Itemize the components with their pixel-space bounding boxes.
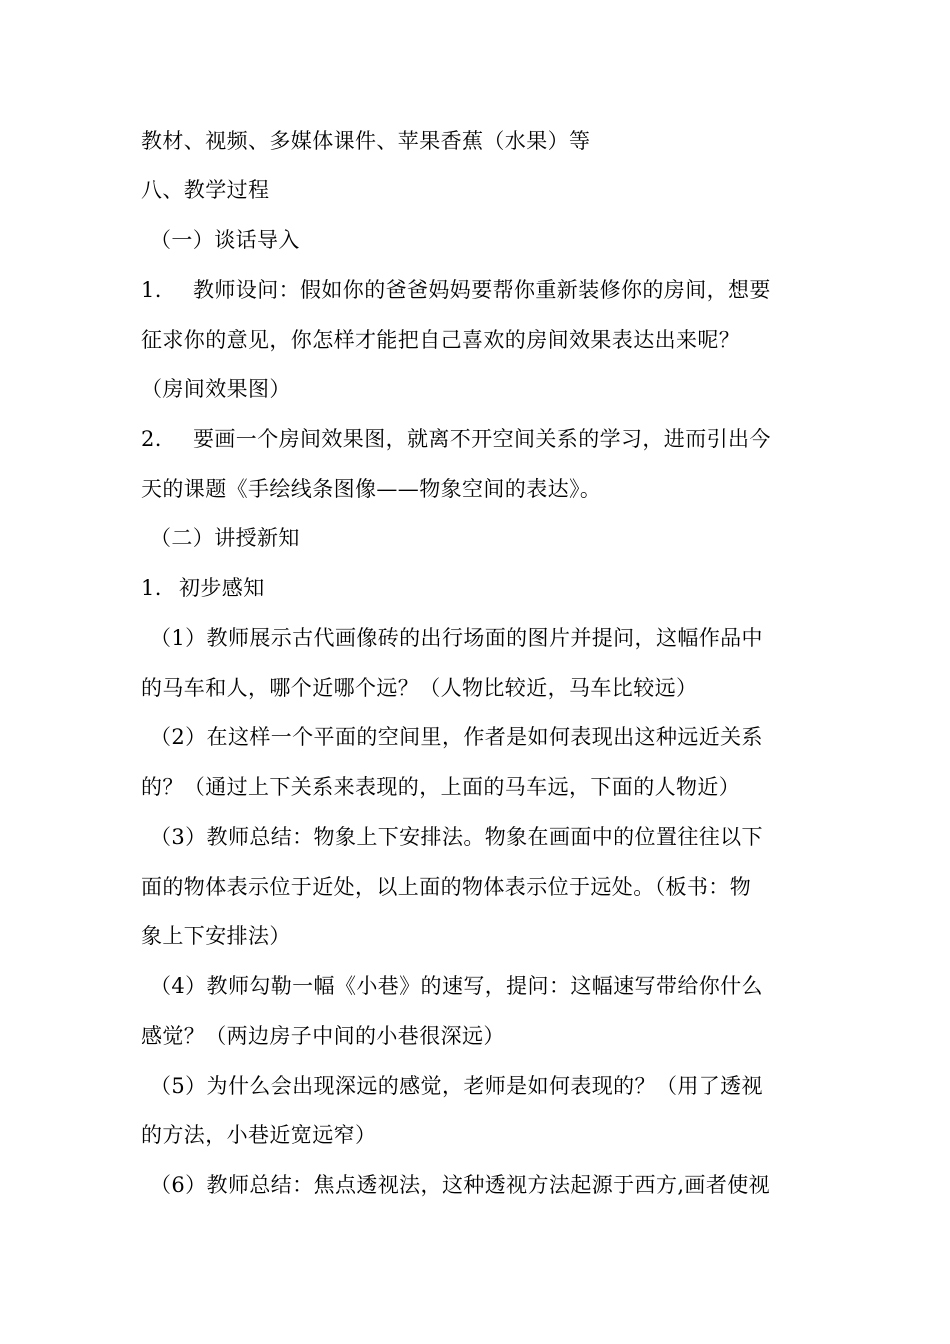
point-2-line-1: （2）在这样一个平面的空间里，作者是如何表现出这种远近关系: [150, 725, 763, 749]
section-heading-teaching-process: 八、教学过程: [141, 178, 270, 202]
item-text: 初步感知: [179, 576, 265, 600]
subsection-heading-new-knowledge: （二）讲授新知: [150, 526, 300, 550]
point-3-line-1: （3）教师总结：物象上下安排法。物象在画面中的位置往往以下: [150, 825, 763, 849]
point-5-line-2: 的方法，小巷近宽远窄）: [141, 1123, 377, 1147]
item-1-line-1: [141, 276, 771, 304]
item-1-line-2: 征求你的意见，你怎样才能把自己喜欢的房间效果表达出来呢？: [141, 328, 741, 352]
item-number: 1.: [141, 576, 162, 600]
point-3-line-2: 面的物体表示位于近处，以上面的物体表示位于远处。（板书：物: [141, 875, 752, 899]
item-2-line-1: [141, 425, 771, 453]
item-2-line-2: 天的课题《手绘线条图像——物象空间的表达》。: [141, 477, 602, 501]
point-2-line-2: 的？（通过上下关系来表现的，上面的马车远，下面的人物近）: [141, 775, 741, 799]
materials-line: 教材、视频、多媒体课件、苹果香蕉（水果）等: [141, 129, 591, 153]
point-4-line-1: （4）教师勾勒一幅《小巷》的速写，提问：这幅速写带给你什么: [150, 974, 763, 998]
point-6-line-1: （6）教师总结：焦点透视法，这种透视方法起源于西方,画者使视: [150, 1173, 771, 1197]
item-text: 要画一个房间效果图，就离不开空间关系的学习，进而引出今: [193, 427, 771, 451]
point-1-line-1: （1）教师展示古代画像砖的出行场面的图片并提问，这幅作品中: [150, 626, 763, 650]
item-1-line-3: （房间效果图）: [141, 377, 291, 401]
point-1-line-2: 的马车和人，哪个近哪个远？（人物比较近，马车比较远）: [141, 676, 698, 700]
item-text: 教师设问：假如你的爸爸妈妈要帮你重新装修你的房间，想要: [193, 278, 771, 302]
point-4-line-2: 感觉？（两边房子中间的小巷很深远）: [141, 1024, 505, 1048]
subsection-heading-intro: （一）谈话导入: [150, 228, 300, 252]
item-number: 1.: [141, 278, 162, 302]
item-number: 2.: [141, 427, 162, 451]
point-5-line-1: （5）为什么会出现深远的感觉，老师是如何表现的？（用了透视: [150, 1074, 763, 1098]
point-3-line-3: 象上下安排法）: [141, 924, 291, 948]
item-initial-perception: [141, 574, 265, 602]
